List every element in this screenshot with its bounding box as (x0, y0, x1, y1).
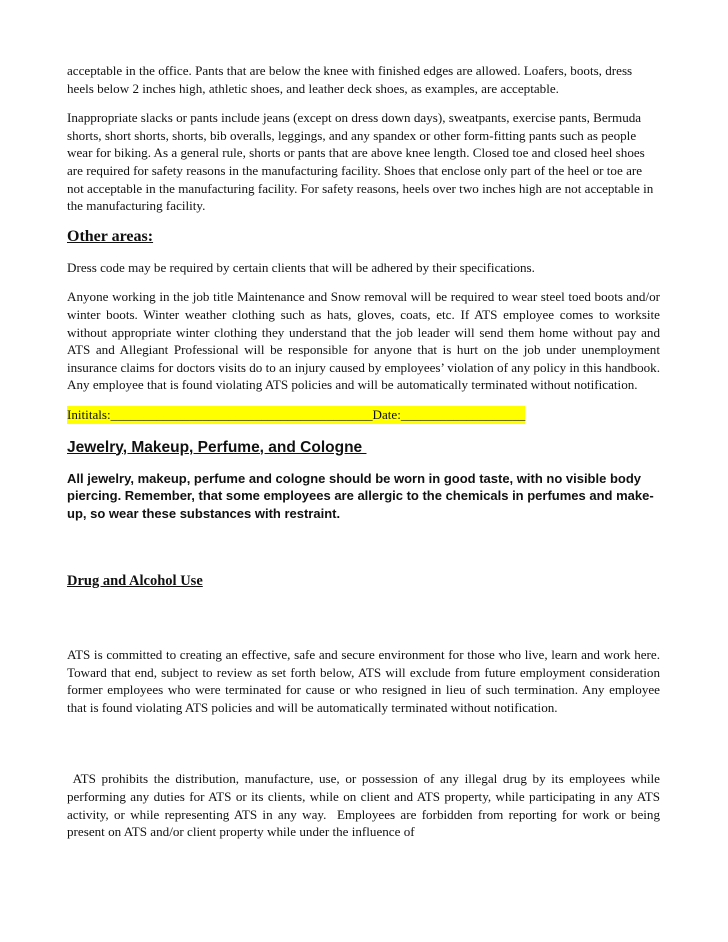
ats-commitment-paragraph: ATS is committed to creating an effective, safe and secure environment for those who live, learn and work here. Toward that end, subject to review as set forth below, ATS will exclude from future employment consideration former employees who were terminated for cause or who resigned in lieu of such termination. Any employee that is found violating ATS policies and will be automatically terminated without notification. (67, 647, 660, 715)
document-page (67, 62, 664, 841)
jewelry-heading: Jewelry, Makeup, Perfume, and Cologne (67, 438, 367, 456)
inappropriate-attire-paragraph: Inappropriate slacks or pants include jeans (except on dress down days), sweatpants, exercise pants, Bermuda shorts, short shorts, shorts, bib overalls, leggings, and any spandex or other form-fitting pants such as people wear for biking. As a general rule, shorts or pants that are above knee length. Closed toe and closed heel shoes are required for safety reasons in the manufacturing facility. Shoes that enclose only part of the heel or toe are not acceptable in the manufacturing facility. For safety reasons, heels over two inches high are not acceptable in the manufacturing facility. (67, 110, 654, 214)
other-areas-heading: Other areas: (67, 227, 154, 245)
drug-alcohol-heading: Drug and Alcohol Use (67, 573, 203, 589)
date-label: Date: (372, 406, 401, 422)
initials-blank-field: ________________________________________ (110, 406, 373, 422)
initials-date-signoff (67, 406, 525, 424)
client-dress-code-paragraph: Dress code may be required by certain clients that will be adhered by their specifications. (67, 259, 535, 275)
date-blank-field: ___________________ (400, 406, 526, 422)
intro-paragraph: acceptable in the office. Pants that are below the knee with finished edges are allowed. Loafers, boots, dress heels below 2 inches high, athletic shoes, and leather deck shoes, as examples, are acceptable. (67, 63, 633, 96)
jewelry-paragraph: All jewelry, makeup, perfume and cologne should be worn in good taste, with no visible body piercing. Remember, that some employees are allergic to the chemicals in perfumes and make-up, so wear these substances with restraint. (67, 470, 654, 521)
maintenance-snow-removal-paragraph: Anyone working in the job title Maintenance and Snow removal will be required to wear steel toed boots and/or winter boots. Winter weather clothing such as hats, gloves, coats, etc. If ATS employee comes to worksite without appropriate winter clothing they understand that the job leader will send them home without pay and ATS and Allegiant Professional will be responsible for anyone that is hurt on the job under unemployment insurance claims for doctors visits do to an injury caused by employees’ violation of any policy in this handbook. Any employee that is found violating ATS policies and will be automatically terminated without notification. (67, 289, 660, 393)
initials-label: Inititals: (67, 406, 111, 422)
ats-prohibition-paragraph: ATS prohibits the distribution, manufacture, use, or possession of any illegal drug by its employees while performing any duties for ATS or its clients, while on client and ATS property, while participating in any ATS activity, or while representing ATS in any way. Employees are forbidden from reporting for work or being present on ATS and/or client property while under the influence of (67, 771, 664, 840)
